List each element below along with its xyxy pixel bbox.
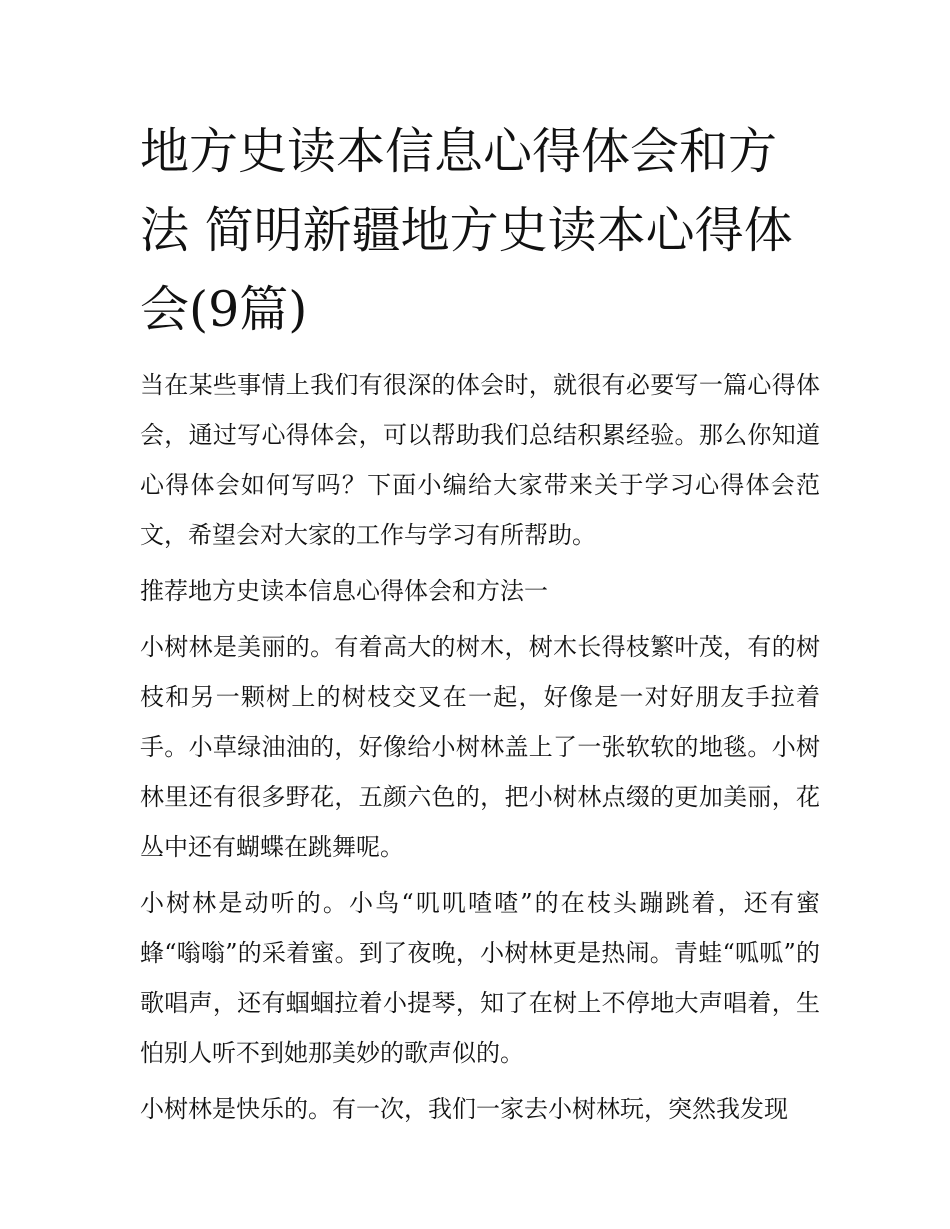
intro-paragraph: 当在某些事情上我们有很深的体会时，就很有必要写一篇心得体会，通过写心得体会，可以帮助我们总结积累经验。那么你知道心得体会如何写吗？下面小编给大家带来关于学习心得体会范文，希望会对大家的工作与学习有所帮助。 [140, 371, 820, 549]
document-page [140, 112, 820, 1140]
body-paragraph-2: 小树林是动听的。小鸟“叽叽喳喳”的在枝头蹦跳着，还有蜜蜂“嗡嗡”的采着蜜。到了夜晚，小树林更是热闹。青蛙“呱呱”的歌唱声，还有蝈蝈拉着小提琴，知了在树上不停地大声唱着，生怕别人听不到她那美妙的歌声似的。 [140, 889, 820, 1067]
document-title: 地方史读本信息心得体会和方法 简明新疆地方史读本心得体会(9篇) [140, 123, 793, 338]
body-paragraph-1: 小树林是美丽的。有着高大的树木，树木长得枝繁叶茂，有的树枝和另一颗树上的树枝交叉在一起，好像是一对好朋友手拉着手。小草绿油油的，好像给小树林盖上了一张软软的地毯。小树林里还有很多野花，五颜六色的，把小树林点缀的更加美丽，花丛中还有蝴蝶在跳舞呢。 [140, 633, 820, 861]
body-paragraph-3: 小树林是快乐的。有一次，我们一家去小树林玩，突然我发现 [140, 1095, 788, 1123]
document-body [140, 360, 820, 1134]
section-heading: 推荐地方史读本信息心得体会和方法一 [140, 577, 548, 605]
